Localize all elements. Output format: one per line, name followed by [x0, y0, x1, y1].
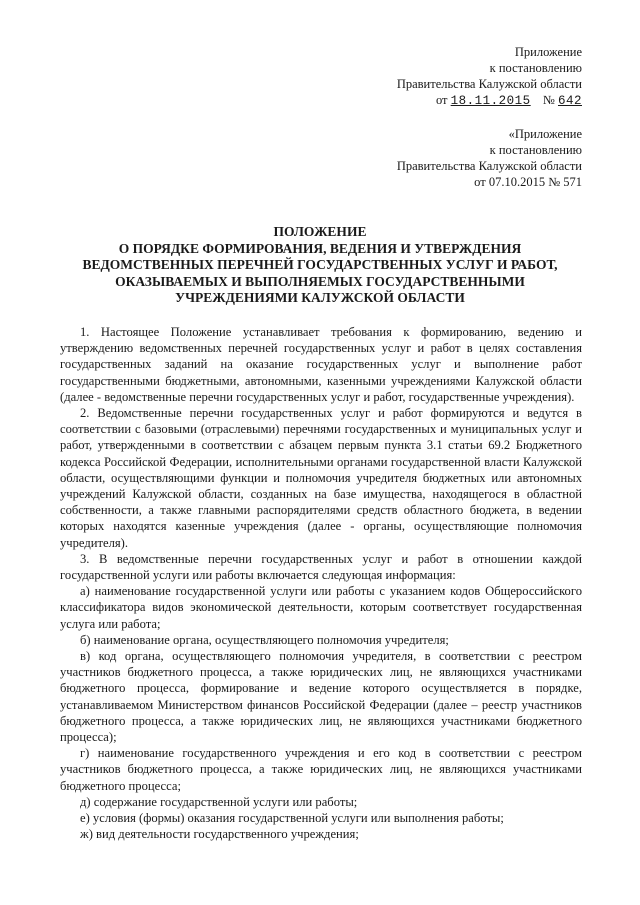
paragraph: 2. Ведомственные перечни государственных услуг и работ формируются и ведутся в соответствии с базовыми (отраслевыми) перечнями государственных и муниципальных услуг и работ, утвержденными в соответствии с абзацем первым пункта 3.1 статьи 69.2 Бюджетного кодекса Российской Федерации, исполнительными органами государственной власти Калужской области, осуществляющими функции и полномочия учредителя бюджетных или автономных учреждений Калужской области, созданных на базе имущества, находящегося в областной собственности, а также главными распорядителями средств областного бюджета, в ведении которых находятся казенные учреждения (далее - органы, осуществляющие полномочия учредителя). — [60, 406, 582, 550]
original-appendix-label: «Приложение — [508, 127, 582, 141]
title-line: УЧРЕЖДЕНИЯМИ КАЛУЖСКОЙ ОБЛАСТИ — [175, 290, 465, 306]
list-item: д) содержание государственной услуги или работы; — [80, 794, 358, 809]
original-resolution-label: к постановлению — [489, 143, 582, 157]
appendix-label: Приложение — [514, 45, 582, 59]
resolution-date: 18.11.2015 — [450, 94, 531, 108]
number-prefix: № — [542, 93, 555, 107]
title-line: О ПОРЯДКЕ ФОРМИРОВАНИЯ, ВЕДЕНИЯ И УТВЕРЖДЕНИЯ — [118, 240, 522, 256]
list-item: е) условия (формы) оказания государственной услуги или выполнения работы; — [80, 811, 504, 826]
list-item: г) наименование государственного учреждения и его код в соответствии с реестром участников бюджетного процесса, а также юридических лиц, не являющихся участниками бюджетного процесса; — [60, 746, 582, 793]
paragraph: 1. Настоящее Положение устанавливает требования к формированию, ведению и утверждению ведомственных перечней государственных услуг и работ в целях составления государственных заданий на оказание государственных услуг и выполнение работ государственными бюджетными, автономными, казенными учреждениями Калужской области (далее - ведомственные перечни государственных услуг и работ, государственные учреждения). — [60, 325, 582, 404]
original-government-label: Правительства Калужской области — [396, 159, 582, 173]
resolution-number: 642 — [557, 94, 582, 108]
appendix-date-number-line — [397, 92, 582, 109]
appendix-resolution-label: к постановлению — [489, 61, 582, 75]
date-prefix: от — [435, 93, 448, 107]
list-item: в) код органа, осуществляющего полномочия учредителя, в соответствии с реестром участников бюджетного процесса, а также юридических лиц, не являющихся участниками бюджетного процесса, формирование и ведение которого осуществляется в порядке, устанавливаемом Министерством финансов Российской Федерации (далее – реестр участников бюджетного процесса, а также юридических лиц, не являющихся участниками бюджетного процесса); — [60, 649, 582, 745]
list-item: а) наименование государственной услуги или работы с указанием кодов Общероссийского классификатора видов экономической деятельности, которым соответствует государственная услуга или работа; — [60, 584, 582, 631]
appendix-header-current — [397, 44, 582, 109]
list-item: б) наименование органа, осуществляющего полномочия учредителя; — [80, 632, 449, 647]
paragraph: 3. В ведомственные перечни государственных услуг и работ в отношении каждой государственной услуги или работы включается следующая информация: — [60, 551, 582, 583]
title-line: ОКАЗЫВАЕМЫХ И ВЫПОЛНЯЕМЫХ ГОСУДАРСТВЕННЫМИ — [115, 273, 525, 289]
appendix-government-label: Правительства Калужской области — [396, 77, 582, 91]
document-body — [60, 324, 582, 843]
title-line: ВЕДОМСТВЕННЫХ ПЕРЕЧНЕЙ ГОСУДАРСТВЕННЫХ УСЛУГ И РАБОТ, — [82, 257, 558, 273]
appendix-header-original — [397, 126, 582, 190]
title-line: ПОЛОЖЕНИЕ — [273, 224, 367, 239]
document-title — [60, 224, 580, 307]
list-item: ж) вид деятельности государственного учреждения; — [80, 827, 359, 842]
original-date-number-line: от 07.10.2015 № 571 — [474, 175, 582, 189]
